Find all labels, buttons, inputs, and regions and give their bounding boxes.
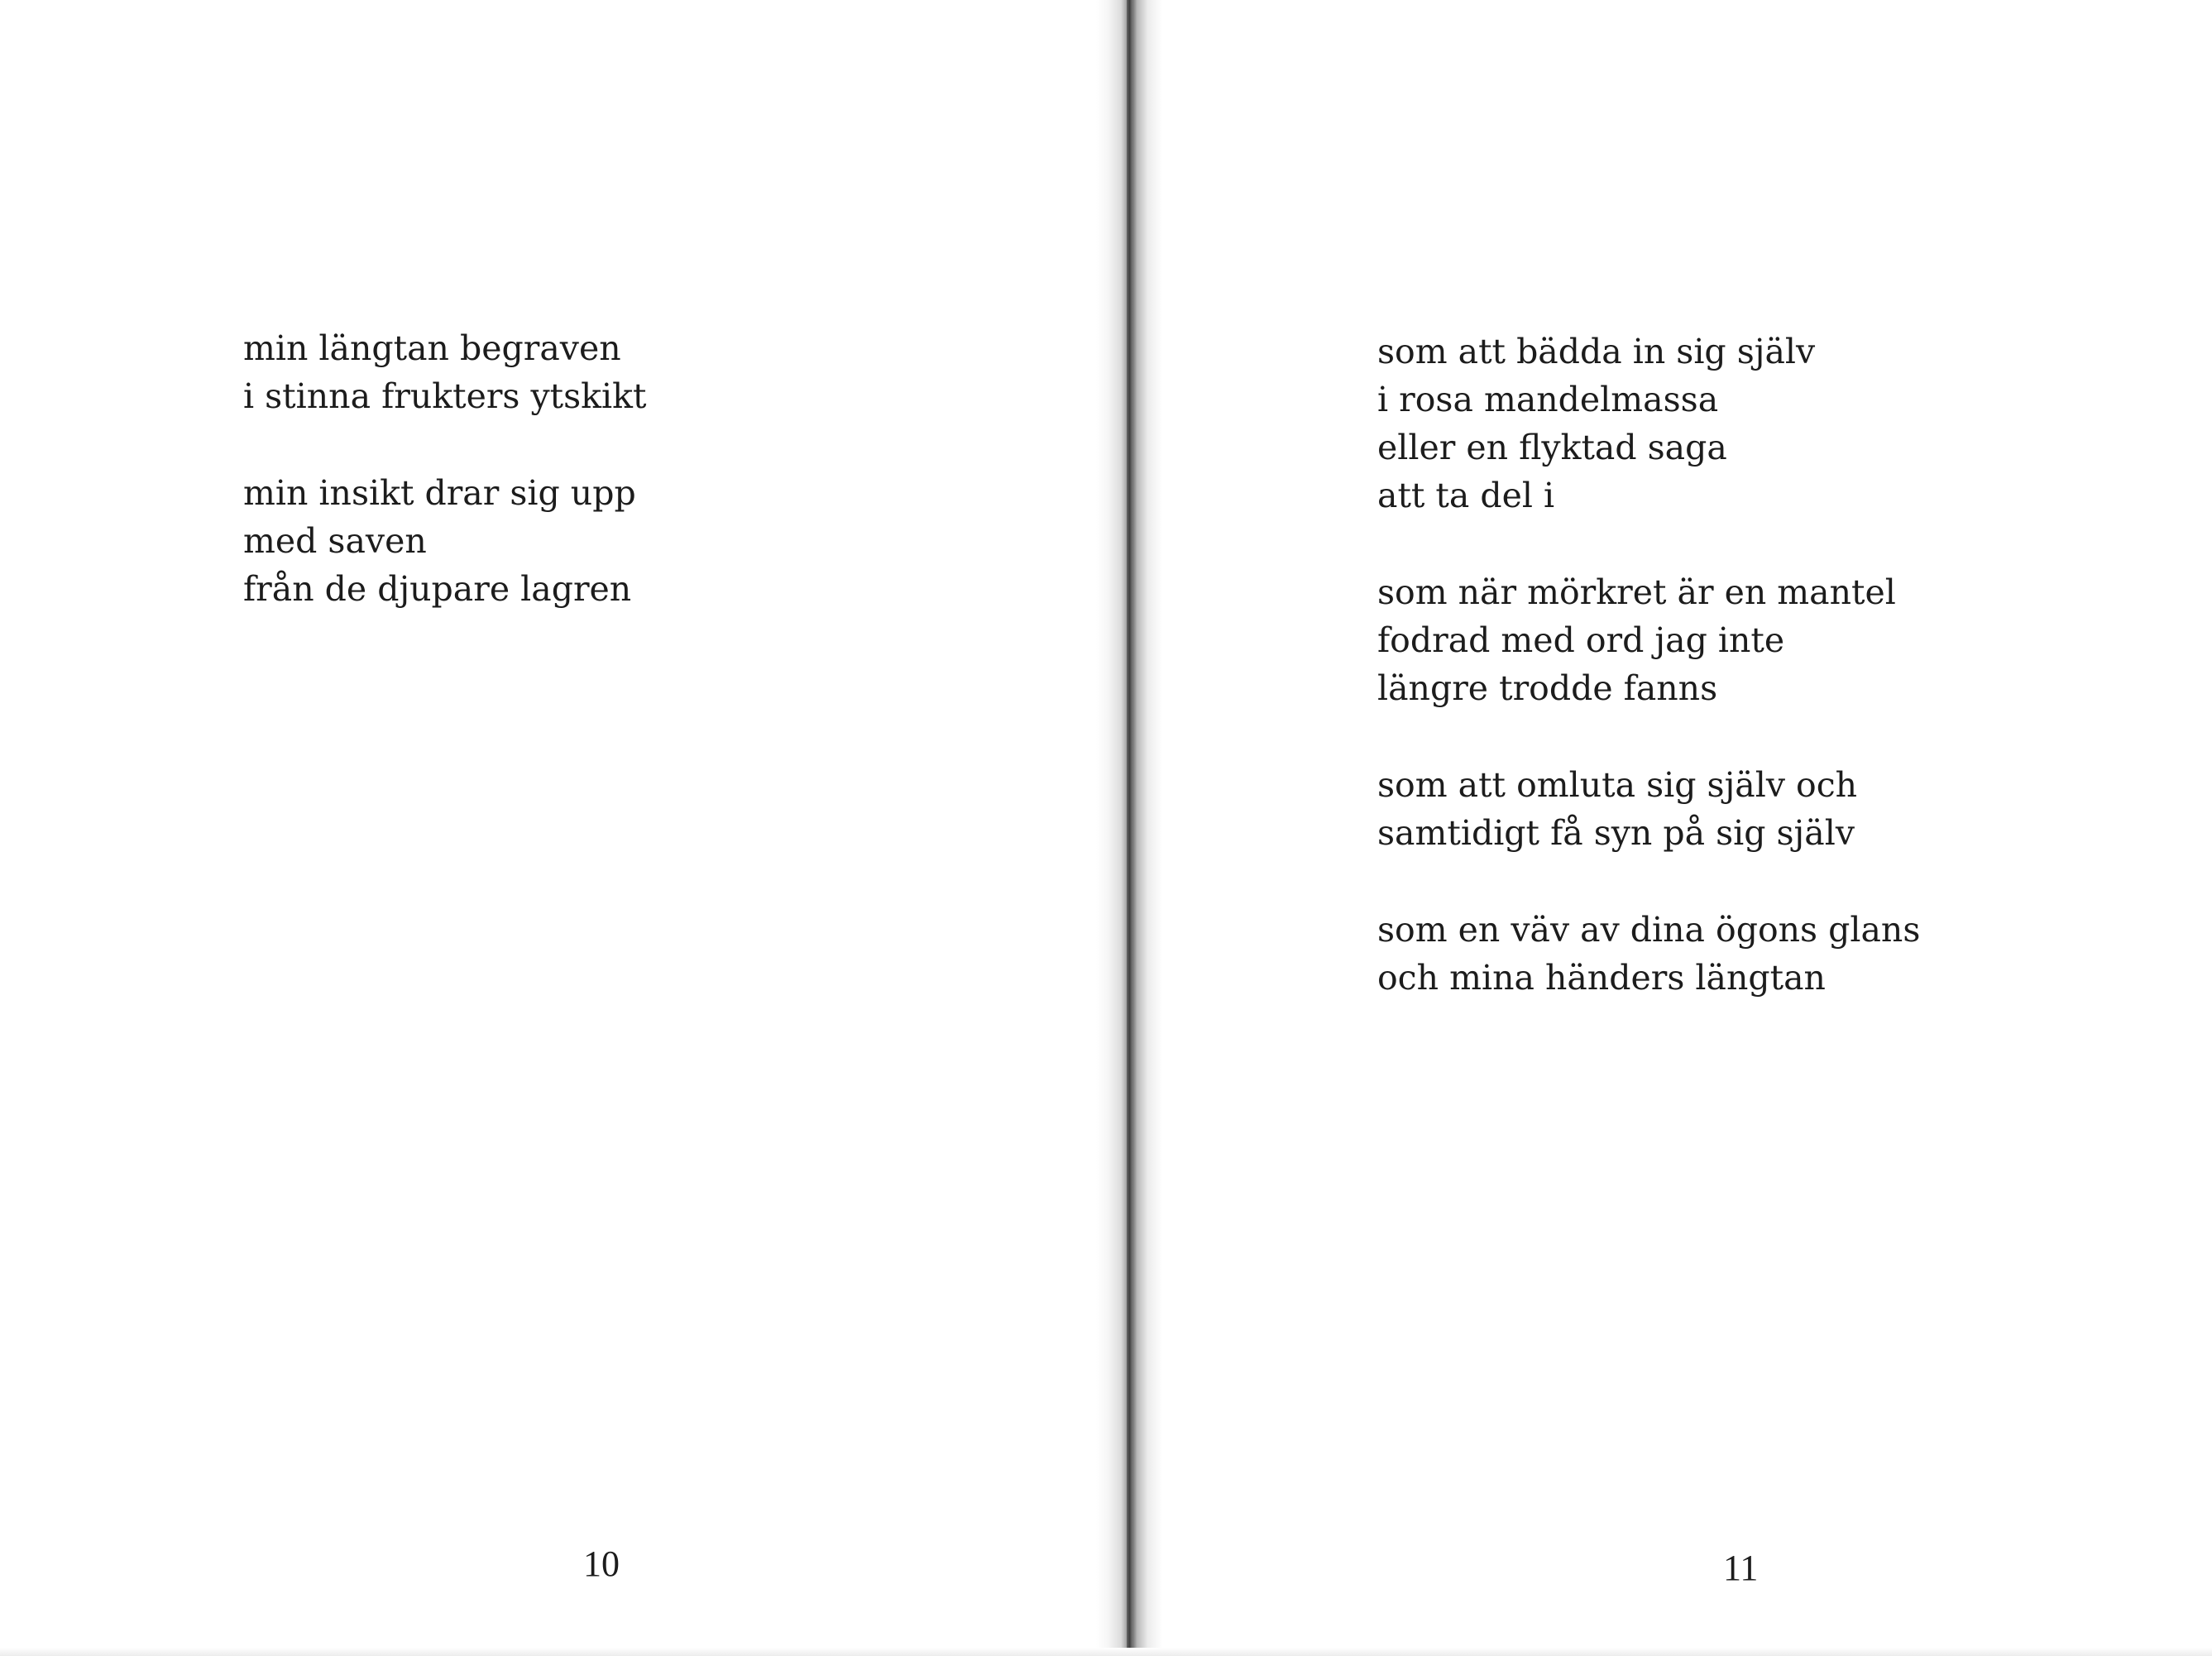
right-stanza-4 xyxy=(1377,906,1920,1002)
poem-line: i stinna frukters ytskikt xyxy=(243,376,647,416)
poem-line: som en väv av dina ögons glans xyxy=(1377,910,1921,950)
right-page-number: 11 xyxy=(1723,1548,1759,1588)
page-bottom-edge xyxy=(0,1648,2212,1656)
left-poem xyxy=(243,324,646,613)
poem-line: från de djupare lagren xyxy=(243,569,632,609)
poem-line: min längtan begraven xyxy=(243,328,621,368)
right-stanza-2 xyxy=(1377,568,1920,712)
poem-line: att ta del i xyxy=(1377,476,1555,515)
left-stanza-1 xyxy=(243,324,646,420)
right-poem xyxy=(1377,328,1920,1002)
poem-line: med saven xyxy=(243,521,427,561)
right-stanza-1 xyxy=(1377,328,1920,519)
poem-line: i rosa mandelmassa xyxy=(1377,380,1719,419)
poem-line: eller en flyktad saga xyxy=(1377,428,1727,467)
left-stanza-2 xyxy=(243,469,646,613)
poem-line: min insikt drar sig upp xyxy=(243,473,636,513)
poem-line: som när mörkret är en mantel xyxy=(1377,572,1896,612)
poem-line: och mina händers längtan xyxy=(1377,958,1826,998)
left-page-number: 10 xyxy=(583,1544,620,1584)
poem-line: som att omluta sig själv och xyxy=(1377,765,1858,805)
poem-line: längre trodde fanns xyxy=(1377,668,1718,708)
right-stanza-3 xyxy=(1377,761,1920,857)
poem-line: samtidigt få syn på sig själv xyxy=(1377,813,1855,853)
poem-line: fodrad med ord jag inte xyxy=(1377,620,1785,660)
book-gutter-fold xyxy=(1127,0,1132,1656)
poem-line: som att bädda in sig själv xyxy=(1377,332,1816,371)
